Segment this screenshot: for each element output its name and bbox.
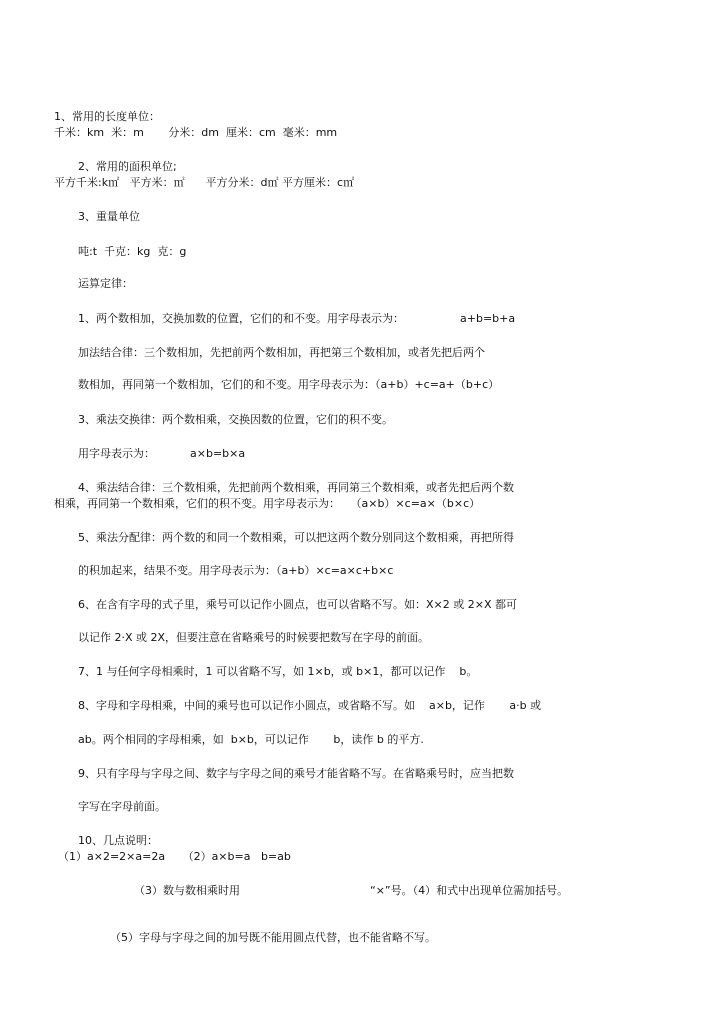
rule8-line1: 8、字母和字母相乘，中间的乘号也可以记作小圆点，或省略不写。如 a×b，记作 a·b 或	[78, 699, 542, 712]
notes-item-5: （5）字母与字母之间的加号既不能用圆点代替，也不能省略不写。	[110, 931, 436, 944]
length-units-heading: 1、常用的长度单位：	[54, 110, 160, 123]
multiplication-commutative-label: 用字母表示为：	[78, 447, 155, 460]
addition-commutative-formula: a+b=b+a	[460, 312, 516, 325]
rule6-line1: 6、在含有字母的式子里，乘号可以记作小圆点，也可以省略不写。如：X×2 或 2×X 都可	[78, 598, 517, 611]
multiplication-commutative-text: 3、乘法交换律：两个数相乘，交换因数的位置，它们的积不变。	[78, 413, 393, 426]
notes-item-3-part1: （3）数与数相乘时用	[134, 884, 240, 897]
multiplication-associative-line1: 4、乘法结合律：三个数相乘，先把前两个数相乘，再同第三个数相乘，或者先把后两个数	[78, 481, 514, 494]
distributive-line1: 5、乘法分配律：两个数的和同一个数相乘，可以把这两个数分别同这个数相乘，再把所得	[78, 531, 514, 544]
addition-commutative-text: 1、两个数相加，交换加数的位置，它们的和不变。用字母表示为：	[78, 312, 404, 325]
notes-item-1-2: （1）a×2=2×a=2a （2）a×b=a b=ab	[58, 850, 291, 863]
rule9-line1: 9、只有字母与字母之间、数字与字母之间的乘号才能省略不写。在省略乘号时，应当把数	[78, 767, 514, 780]
notes-item-3-4: “×”号。（4）和式中出现单位需加括号。	[370, 884, 569, 897]
area-units-heading: 2、常用的面积单位;	[78, 160, 177, 173]
rule6-line2: 以记作 2·X 或 2X，但要注意在省略乘号的时候要把数写在字母的前面。	[78, 631, 430, 644]
addition-associative-line1: 加法结合律：三个数相加，先把前两个数相加，再把第三个数相加，或者先把后两个	[78, 346, 485, 359]
laws-heading: 运算定律：	[78, 277, 133, 290]
weight-units-list: 吨:t 千克：kg 克：g	[78, 245, 187, 258]
notes-heading: 10、几点说明：	[78, 834, 158, 847]
length-units-list: 千米：km 米：m 分米：dm 厘米：cm 毫米：mm	[54, 126, 338, 139]
addition-associative-line2: 数相加，再同第一个数相加，它们的和不变。用字母表示为：（a+b）+c=a+（b+c）	[78, 378, 500, 391]
rule9-line2: 字写在字母前面。	[78, 800, 166, 813]
multiplication-associative-line2: 相乘，再同第一个数相乘，它们的积不变。用字母表示为： （a×b）×c=a×（b×c）	[54, 497, 481, 510]
rule8-line2: ab。两个相同的字母相乘，如 b×b，可以记作 b，读作 b 的平方.	[78, 733, 424, 746]
rule7-text: 7、1 与任何字母相乘时，1 可以省略不写，如 1×b，或 b×1，都可以记作 b。	[78, 665, 478, 678]
distributive-line2: 的积加起来，结果不变。用字母表示为：（a+b）×c=a×c+b×c	[78, 564, 394, 577]
weight-units-heading: 3、重量单位	[78, 210, 140, 223]
multiplication-commutative-formula: a×b=b×a	[190, 447, 246, 460]
area-units-list: 平方千米:k㎡ 平方米：㎡ 平方分米：d㎡ 平方厘米：c㎡	[54, 176, 355, 189]
